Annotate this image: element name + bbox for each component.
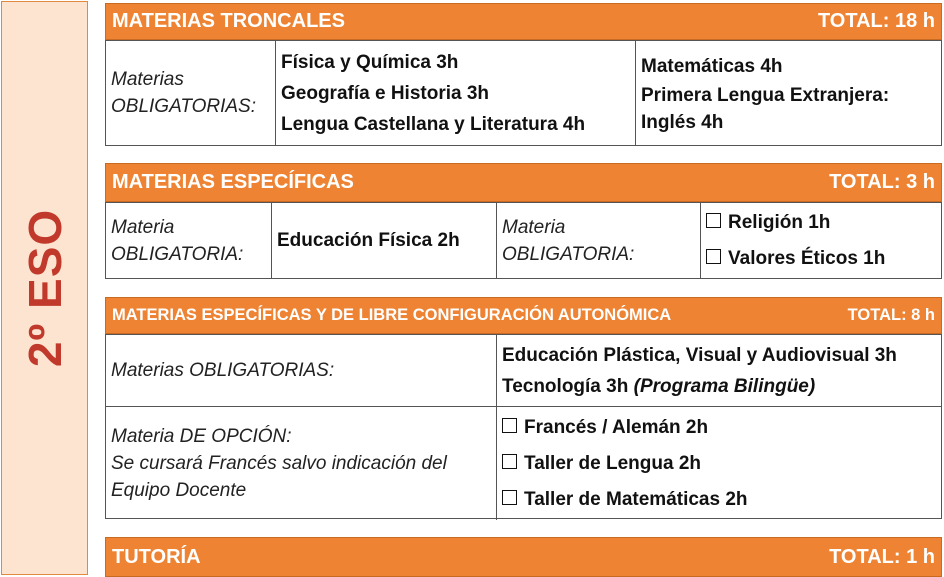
especificas-block: [105, 163, 942, 279]
especificas-options: [701, 203, 941, 278]
libre-config-label-opcion: [106, 407, 497, 520]
checkbox-religion[interactable]: [706, 213, 721, 228]
option-taller-lengua-label: Taller de Lengua 2h: [524, 452, 702, 474]
option-taller-matematicas-label: Taller de Matemáticas 2h: [524, 488, 748, 510]
especificas-label-b-line2: OBLIGATORIA:: [502, 243, 635, 265]
subject-fisica-quimica: Física y Química 3h: [281, 51, 459, 73]
libre-config-opcion-title: Materia DE OPCIÓN:: [111, 426, 292, 447]
libre-config-body: [105, 334, 942, 519]
subject-tecnologia: [502, 371, 936, 402]
especificas-total: TOTAL: 3 h: [829, 171, 935, 193]
troncales-title: MATERIAS TRONCALES: [112, 10, 345, 32]
subject-educacion-fisica: Educación Física 2h: [277, 230, 460, 251]
especificas-title: MATERIAS ESPECÍFICAS: [112, 171, 354, 193]
tutoria-total: TOTAL: 1 h: [829, 545, 935, 568]
checkbox-valores-eticos[interactable]: [706, 249, 721, 264]
subject-educacion-plastica: Educación Plástica, Visual y Audiovisual 3h: [502, 344, 897, 366]
especificas-label-b: [497, 203, 701, 278]
option-taller-matematicas[interactable]: [502, 482, 936, 518]
libre-config-block: [105, 297, 942, 519]
course-label: 2º ESO: [18, 208, 71, 368]
troncales-label-line2: OBLIGATORIAS:: [111, 96, 257, 117]
especificas-label-b-line1: Materia: [502, 216, 566, 238]
libre-config-row-obligatorias: [106, 335, 941, 406]
especificas-header: [105, 163, 942, 202]
libre-config-label-oblig: [106, 335, 497, 406]
subject-tecnologia-note: (Programa Bilingüe): [633, 375, 816, 397]
especificas-body: [105, 202, 942, 279]
checkbox-taller-matematicas[interactable]: [502, 490, 517, 505]
troncales-label-line1: Materias: [111, 69, 184, 90]
tutoria-block: [105, 537, 942, 577]
libre-config-label-oblig-text: Materias OBLIGATORIAS:: [111, 360, 335, 381]
libre-config-total: TOTAL: 8 h: [847, 306, 935, 324]
option-religion-label: Religión 1h: [728, 211, 831, 233]
tutoria-title: TUTORÍA: [112, 545, 201, 568]
troncales-body: [105, 40, 942, 146]
option-frances-aleman-label: Francés / Alemán 2h: [524, 416, 709, 438]
tutoria-header: [105, 537, 942, 577]
option-taller-lengua[interactable]: [502, 446, 936, 482]
subject-tecnologia-label: Tecnología 3h: [502, 375, 629, 397]
troncales-label-cell: [106, 41, 276, 145]
option-valores-eticos-label: Valores Éticos 1h: [728, 247, 886, 269]
checkbox-taller-lengua[interactable]: [502, 454, 517, 469]
option-religion[interactable]: [706, 205, 936, 241]
libre-config-subjects: [497, 335, 941, 406]
option-valores-eticos[interactable]: [706, 241, 936, 277]
subject-matematicas: Matemáticas 4h: [641, 55, 783, 77]
especificas-label-a-line1: Materia: [111, 216, 175, 238]
option-frances-aleman[interactable]: [502, 410, 936, 446]
subject-ingles: Inglés 4h: [641, 111, 724, 133]
libre-config-note-line1: Se cursará Francés salvo indicación del: [111, 453, 447, 474]
troncales-col2: [636, 41, 941, 145]
especificas-label-a-line2: OBLIGATORIA:: [111, 243, 244, 265]
subject-lengua-castellana: Lengua Castellana y Literatura 4h: [281, 113, 586, 135]
troncales-block: [105, 3, 942, 146]
troncales-total: TOTAL: 18 h: [817, 10, 935, 32]
subject-geografia-historia: Geografía e Historia 3h: [281, 82, 490, 104]
libre-config-title: MATERIAS ESPECÍFICAS Y DE LIBRE CONFIGURACIÓN AUTONÓMICA: [112, 306, 672, 324]
troncales-col1: [276, 41, 636, 145]
libre-config-header: [105, 297, 942, 334]
libre-config-note-line2: Equipo Docente: [111, 480, 247, 501]
troncales-header: [105, 3, 942, 40]
libre-config-row-opcion: [106, 406, 941, 520]
especificas-label-a: [106, 203, 272, 278]
checkbox-frances-aleman[interactable]: [502, 418, 517, 433]
libre-config-options: [497, 407, 941, 520]
especificas-subject-cell: [272, 203, 497, 278]
course-sidebar: [1, 1, 88, 575]
subject-lengua-extranjera: Primera Lengua Extranjera:: [641, 84, 890, 106]
